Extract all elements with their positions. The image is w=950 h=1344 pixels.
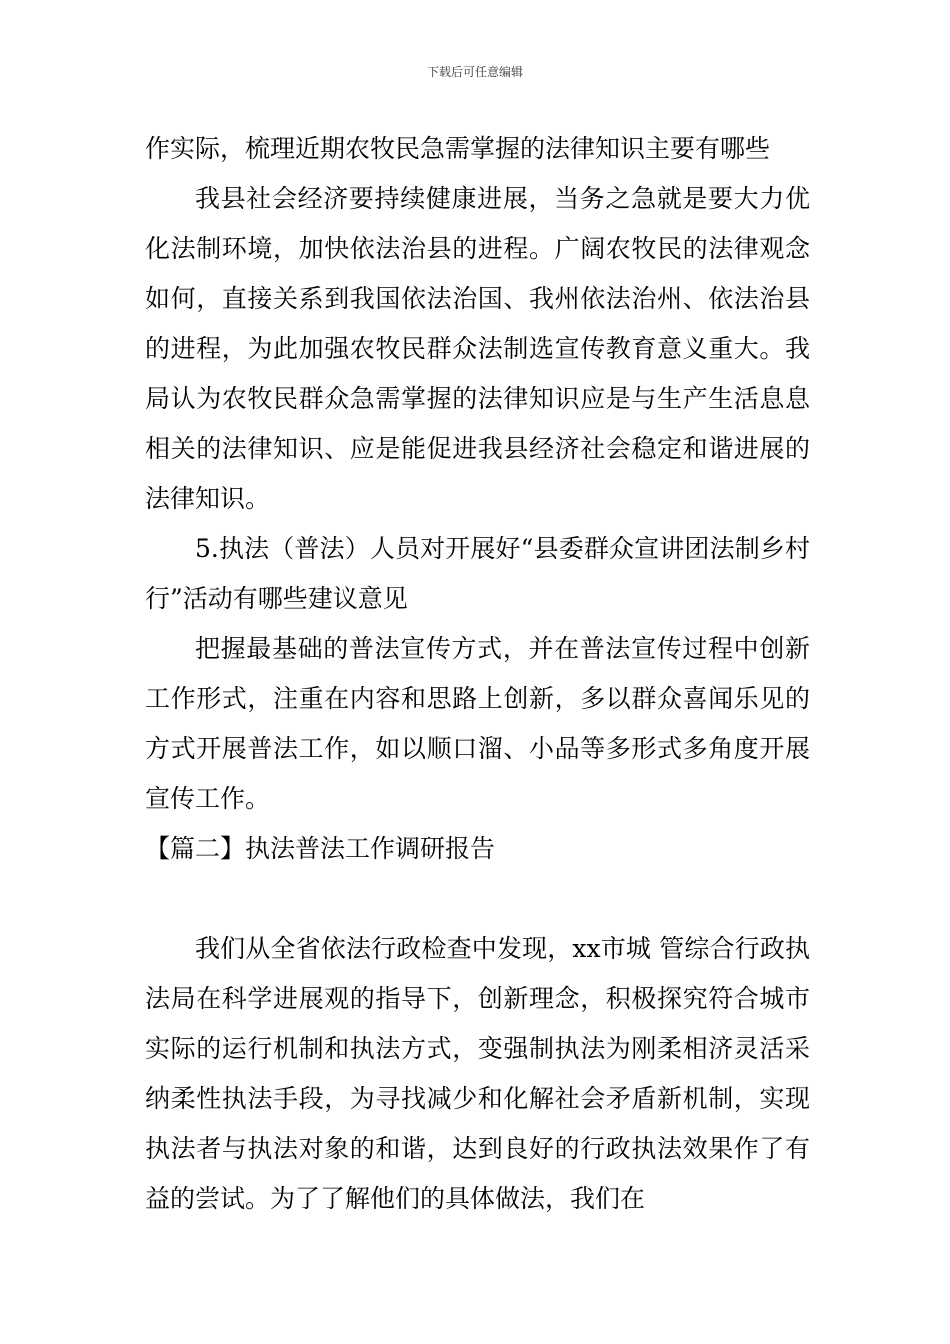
blank-line (145, 874, 810, 924)
paragraph-question-5: 5.执法（普法）人员对开展好“县委群众宣讲团法制乡村行”活动有哪些建议意见 (145, 534, 810, 613)
paragraph-legal-environment: 我县社会经济要持续健康进展，当务之急就是要大力优化法制环境，加快依法治县的进程。广阔农牧民的法律观念如何，直接关系到我国依法治国、我州依法治州、依法治县的进程，为此加强农牧民群众法制选宣传教育意义重大。我局认为农牧民群众急需掌握的法律知识应是与生产生活息息相关的法律知识、应是能促进我县经济社会稳定和谐进展的法律知识。 (145, 184, 810, 513)
paragraph-report-intro: 我们从全省依法行政检查中发现，xx市城 管综合行政执法局在科学进展观的指导下，创新理念，积极探究符合城市实际的运行机制和执法方式，变强制执法为刚柔相济灵活采纳柔性执法手段，为寻找减少和化解社会矛盾新机制，实现执法者与执法对象的和谐，达到良好的行政执法效果作了有益的尝试。为了了解他们的具体做法，我们在 (145, 934, 810, 1213)
paragraph-continued: 作实际，梳理近期农牧民急需掌握的法律知识主要有哪些 (145, 134, 771, 163)
page-header-note: 下载后可任意编辑 (426, 65, 523, 79)
paragraph-suggestions: 把握最基础的普法宣传方式，并在普法宣传过程中创新工作形式，注重在内容和思路上创新，多以群众喜闻乐见的方式开展普法工作，如以顺口溜、小品等多形式多角度开展宣传工作。 (145, 634, 810, 813)
document-body (145, 124, 810, 1224)
section-title: 【篇二】执法普法工作调研报告 (145, 834, 496, 863)
